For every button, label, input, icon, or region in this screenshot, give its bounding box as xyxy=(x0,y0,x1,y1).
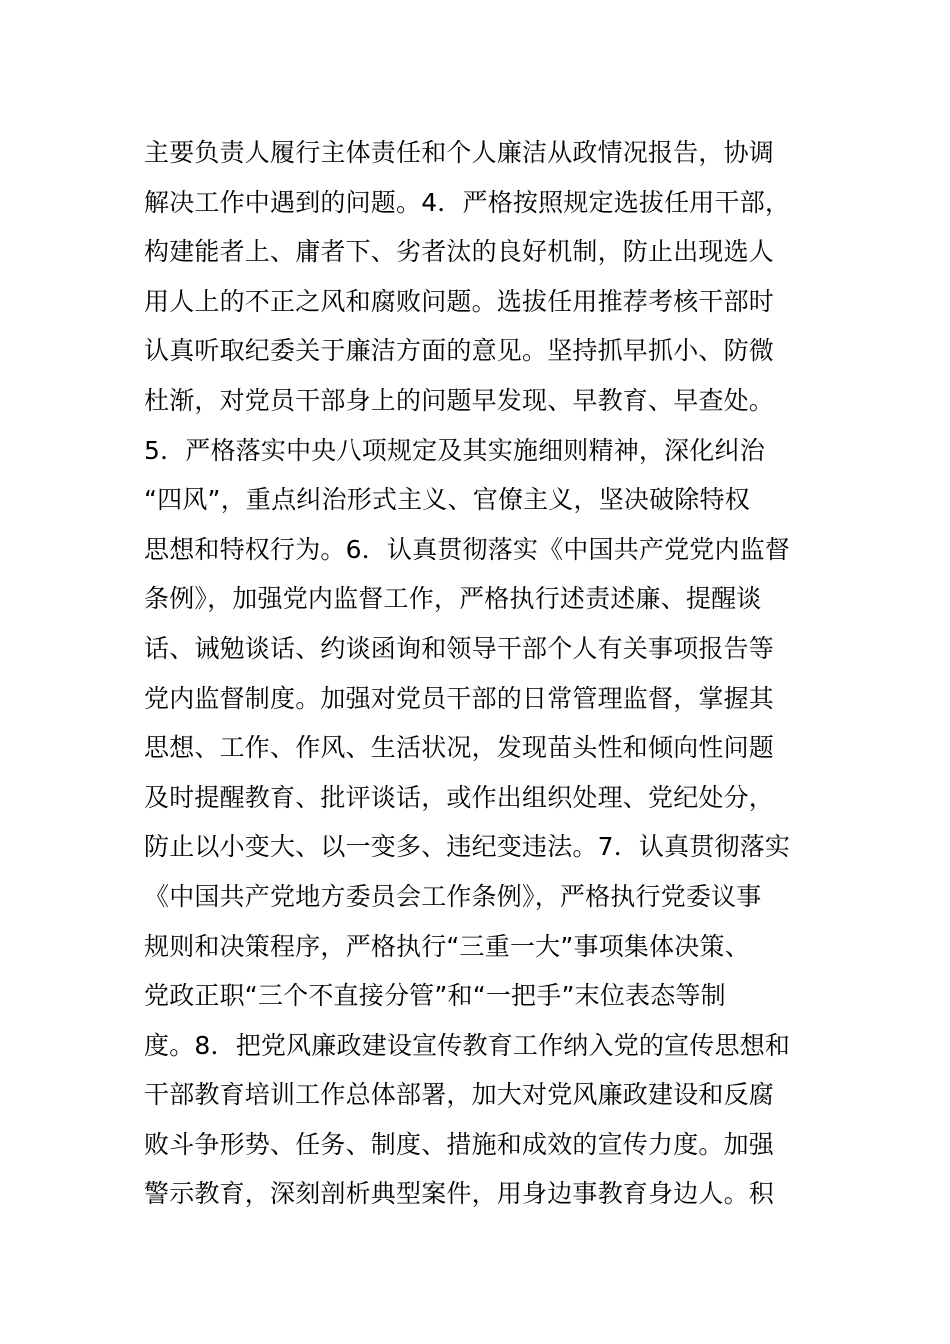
text-line-1: 主要负责人履行主体责任和个人廉洁从政情况报告，协调 xyxy=(144,138,775,167)
text-line-4: 用人上的不正之风和腐败问题。选拔任用推荐考核干部时 xyxy=(144,286,775,316)
text-line-8: “四风”，重点纠治形式主义、官僚主义，坚决破除特权 xyxy=(144,485,750,515)
text-line-12: 党内监督制度。加强对党员干部的日常管理监督，掌握其 xyxy=(144,683,775,713)
text-line-18: 党政正职“三个不直接分管”和“一把手”末位表态等制 xyxy=(144,981,726,1011)
text-line-9: 思想和特权行为。6．认真贯彻落实《中国共产党党内监督 xyxy=(144,534,791,564)
text-line-13: 思想、工作、作风、生活状况，发现苗头性和倾向性问题 xyxy=(144,733,775,763)
text-line-10: 条例》，加强党内监督工作，严格执行述责述廉、提醒谈 xyxy=(144,584,762,614)
text-line-7: 5．严格落实中央八项规定及其实施细则精神，深化纠治 xyxy=(144,435,765,465)
text-line-16: 《中国共产党地方委员会工作条例》，严格执行党委议事 xyxy=(144,881,762,911)
text-line-21: 败斗争形势、任务、制度、措施和成效的宣传力度。加强 xyxy=(144,1129,775,1159)
text-line-6: 杜渐，对党员干部身上的问题早发现、早教育、早查处。 xyxy=(144,385,775,415)
text-line-22: 警示教育，深刻剖析典型案件，用身边事教育身边人。积 xyxy=(144,1179,775,1209)
text-line-17: 规则和决策程序，严格执行“三重一大”事项集体决策、 xyxy=(144,931,750,961)
text-line-15: 防止以小变大、以一变多、违纪变违法。7．认真贯彻落实 xyxy=(144,832,791,862)
text-line-20: 干部教育培训工作总体部署，加大对党风廉政建设和反腐 xyxy=(144,1080,775,1110)
text-line-5: 认真听取纪委关于廉洁方面的意见。坚持抓早抓小、防微 xyxy=(144,336,775,366)
body-text xyxy=(144,128,844,1219)
text-line-2: 解决工作中遇到的问题。4．严格按照规定选拔任用干部， xyxy=(144,187,791,217)
text-line-3: 构建能者上、庸者下、劣者汰的良好机制，防止出现选人 xyxy=(144,237,775,267)
text-line-19: 度。8．把党风廉政建设宣传教育工作纳入党的宣传思想和 xyxy=(144,1030,791,1060)
text-line-11: 话、诫勉谈话、约谈函询和领导干部个人有关事项报告等 xyxy=(144,633,775,663)
text-line-14: 及时提醒教育、批评谈话，或作出组织处理、党纪处分， xyxy=(144,782,775,812)
